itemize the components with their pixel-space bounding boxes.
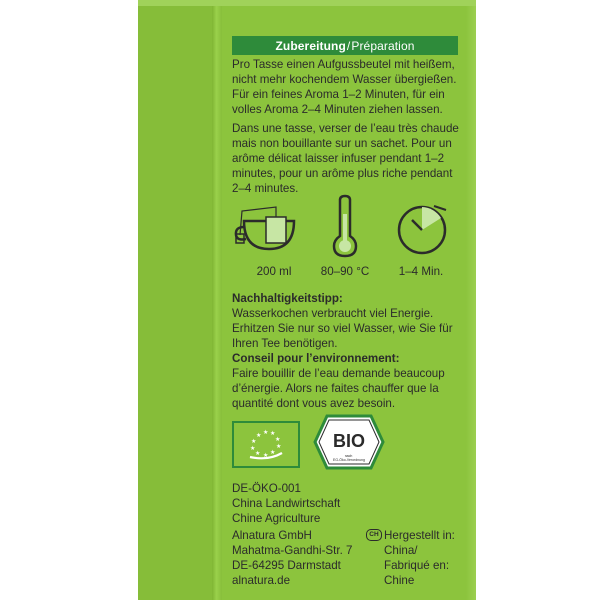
banner-title-de: Zubereitung (275, 38, 346, 53)
svg-text:★: ★ (270, 449, 276, 456)
thermometer-icon (330, 194, 360, 258)
preparation-text-de: Pro Tasse einen Aufgussbeutel mit heißem, nicht mehr kochendem Wasser übergießen. Für ein feines Aroma 1–2 Minuten, für ein volles Aroma 2–4 Minuten ziehen lassen. (232, 58, 457, 116)
made-in-text: Hergestellt in: China/ Fabriqué en: Chine (384, 529, 455, 587)
teacup-icon (232, 203, 302, 255)
eu-leaf-icon (234, 423, 298, 466)
svg-text:★: ★ (256, 432, 262, 439)
preparation-text-fr: Dans une tasse, verser de l’eau très chaude mais non bouillante sur un sachet. Pour un arôme délicat laisser infuser pendant 1–2 minutes, pour un arôme plus riche pendant 2–4 minutes. (232, 122, 459, 195)
timer-label: 1–4 Min. (398, 265, 444, 278)
teacup-label: 200 ml (256, 265, 292, 278)
svg-text:★: ★ (255, 450, 261, 457)
tip-de-heading: Nachhaltigkeitstipp: (232, 292, 343, 305)
banner-title-fr: Préparation (351, 38, 415, 53)
svg-text:★: ★ (263, 452, 269, 459)
company-website[interactable]: alnatura.de (232, 574, 291, 587)
country-badge: CH (366, 529, 382, 541)
package-top-edge (138, 0, 476, 6)
svg-text:★: ★ (263, 429, 269, 436)
tip-fr-heading: Conseil pour l’environnement: (232, 352, 400, 365)
company-street: Mahatma-Gandhi-Str. 7 (232, 544, 353, 557)
eu-organic-logo (232, 421, 300, 468)
preparation-banner (232, 36, 458, 55)
banner-separator: / (346, 38, 351, 53)
package-edge (466, 0, 476, 600)
certification-code: DE-ÖKO-001 (232, 482, 301, 495)
svg-text:★: ★ (275, 436, 281, 443)
fold-crease (212, 0, 222, 600)
timer-icon (394, 198, 454, 258)
svg-text:nach EG-Öko-Verordnung: nach EG-Öko-Verordnung (333, 454, 365, 462)
svg-text:★: ★ (276, 443, 282, 450)
tip-de-body: Wasserkochen verbraucht viel Energie. Erhitzen Sie nur so viel Wasser, wie Sie für Ihren Tee benötigen. (232, 307, 453, 350)
svg-text:★: ★ (270, 430, 276, 437)
tip-fr-body: Faire bouillir de l’eau demande beaucoup d’énergie. Alors ne faites chauffer que la quantité dont vous avez besoin. (232, 367, 445, 410)
bio-seal-text: BIO (332, 431, 366, 451)
origin-fr: Chine Agriculture (232, 512, 321, 525)
company-name: Alnatura GmbH (232, 529, 312, 542)
origin-de: China Landwirtschaft (232, 497, 341, 510)
svg-text:★: ★ (251, 438, 257, 445)
bio-seal-logo (313, 414, 385, 470)
thermometer-label: 80–90 °C (320, 265, 370, 278)
package-side-flap (138, 0, 220, 600)
svg-text:★: ★ (250, 445, 256, 452)
company-city: DE-64295 Darmstadt (232, 559, 341, 572)
